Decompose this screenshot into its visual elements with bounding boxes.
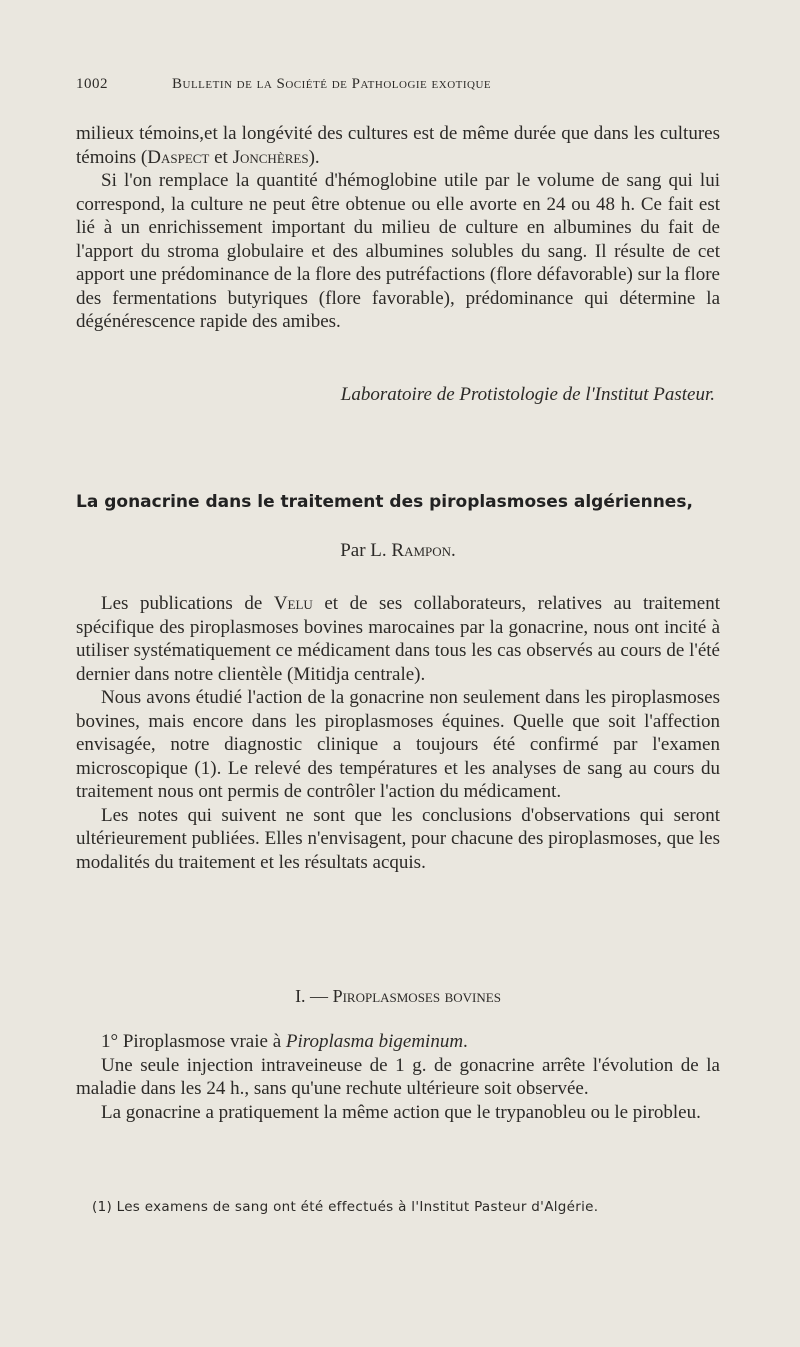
article-byline: Par L. Rampon. [340, 540, 456, 561]
species-name: Piroplasma bigeminum [285, 1031, 464, 1052]
footnote: (1) Les examens de sang ont été effectués à l'Institut Pasteur d'Algérie. [92, 1199, 599, 1215]
article-title: La gonacrine dans le traitement des piroplasmoses algériennes, [76, 492, 693, 512]
paragraph: Les publications de Velu et de ses collaborateurs, relatives au traitement spécifique des piroplasmoses bovines marocaines par la gonacrine, nous ont incité à utiliser systématiquement ce médicament dans tous les cas observés au cours de l'été dernier dans notre clientèle (Mitidja centrale). [76, 593, 720, 685]
subsection-heading: 1° Piroplasmose vraie à Piroplasma bigeminum. [101, 1031, 468, 1052]
paragraph: Si l'on remplace la quantité d'hémoglobine utile par le volume de sang qui lui correspond, la culture ne peut être obtenue ou elle avorte en 24 ou 48 h. Ce fait est lié à un enrichissement important du milieu de culture en albumines du fait de l'apport du stroma globulaire et des albumines solubles du sang. Il résulte de cet apport une prédominance de la flore des putréfactions (flore défavorable) sur la flore des fermentations butyriques (flore favorable), prédominance qui détermine la dégénérescence rapide des amibes. [76, 170, 720, 332]
paragraph: Les notes qui suivent ne sont que les conclusions d'observations qui seront ultérieurement publiées. Elles n'envisagent, pour chacune des piroplasmoses, que les modalités du traitement et les résultats acquis. [76, 804, 720, 873]
section-text [76, 1030, 720, 1124]
author-name: Jonchères [232, 146, 309, 168]
laboratory-signature: Laboratoire de Protistologie de l'Institut Pasteur. [340, 384, 715, 405]
journal-title: Bulletin de la Société de Pathologie exotique [172, 76, 492, 92]
author-name: Daspect [147, 146, 210, 168]
author-name: Velu [273, 593, 313, 614]
section-heading: I. — Piroplasmoses bovines [295, 986, 501, 1006]
paragraph: milieux témoins,et la longévité des cultures est de même durée que dans les cultures témoins (Daspect et Jonchères). [76, 123, 720, 168]
paragraph: Nous avons étudié l'action de la gonacrine non seulement dans les piroplasmoses bovines, mais encore dans les piroplasmoses équines. Quelle que soit l'affection envisagée, notre diagnostic clinique a toujours été confirmé par l'examen microscopique (1). Le relevé des températures et les analyses de sang au cours du traitement nous ont permis de contrôler l'action du médicament. [76, 687, 720, 802]
page-number: 1002 [76, 76, 108, 92]
author-name: Rampon [391, 540, 452, 561]
previous-article-text [76, 122, 720, 334]
paragraph: La gonacrine a pratiquement la même action que le trypanobleu ou le pirobleu. [101, 1101, 701, 1123]
paragraph: Une seule injection intraveineuse de 1 g. de gonacrine arrête l'évolution de la maladie dans les 24 h., sans qu'une rechute ultérieure soit observée. [76, 1054, 720, 1099]
article-intro [76, 592, 720, 874]
